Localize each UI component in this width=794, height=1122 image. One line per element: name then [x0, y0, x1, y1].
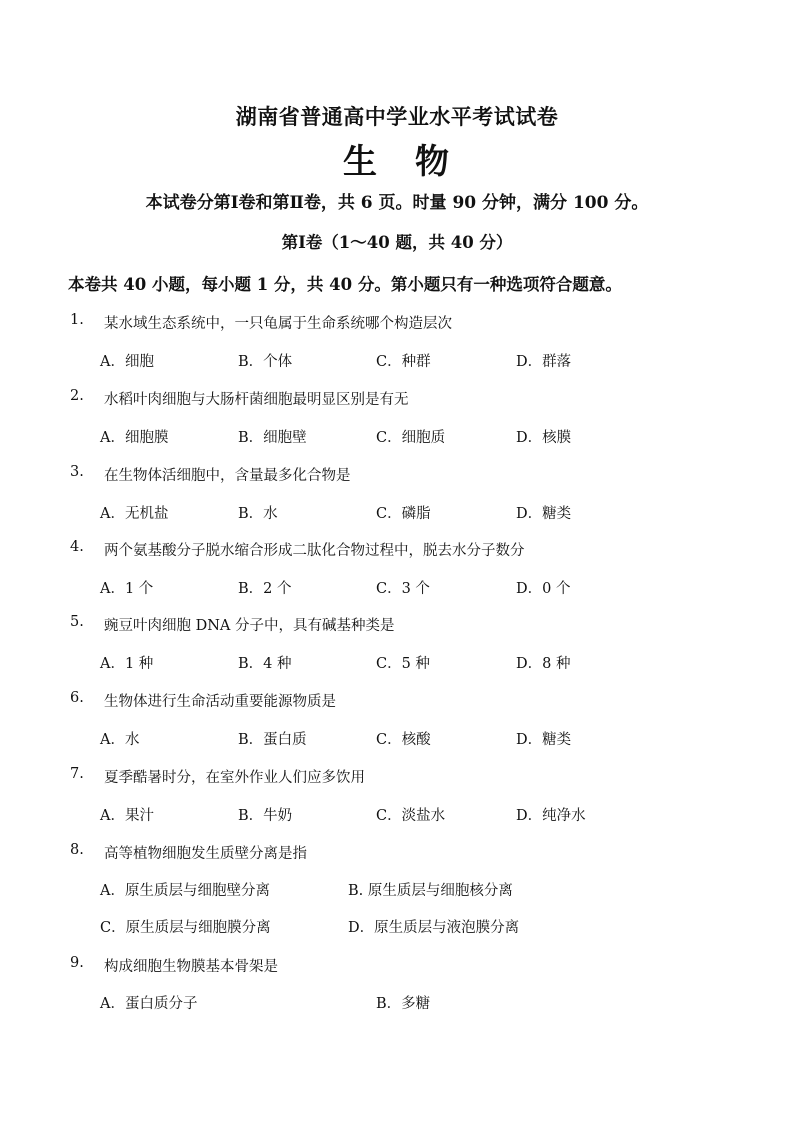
- option-b: B．多糖: [376, 996, 431, 1012]
- option-d: D．原生质层与液泡膜分离: [348, 920, 520, 936]
- option-c: C．淡盐水: [376, 808, 446, 824]
- option-a: A．水: [100, 732, 140, 748]
- option-a: A．细胞: [100, 354, 154, 370]
- question-text: 在生物体活细胞中，含量最多化合物是: [104, 468, 351, 484]
- option-a: A．无机盐: [100, 506, 169, 522]
- question-number: 2.: [70, 388, 84, 404]
- question-number: 4.: [70, 539, 84, 555]
- option-a: A．果汁: [100, 808, 154, 824]
- question-text: 豌豆叶肉细胞 DNA 分子中，具有碱基种类是: [104, 618, 395, 634]
- question-text: 构成细胞生物膜基本骨架是: [104, 959, 278, 975]
- exam-intro: 本试卷分第Ⅰ卷和第Ⅱ卷，共 6 页。时量 90 分钟，满分 100 分。: [145, 193, 649, 213]
- option-b: B. 原生质层与细胞核分离: [348, 883, 513, 899]
- question-text: 两个氨基酸分子脱水缩合形成二肽化合物过程中，脱去水分子数分: [104, 543, 525, 559]
- option-a: A．蛋白质分子: [100, 996, 198, 1012]
- part-instructions: 本卷共 40 小题，每小题 1 分，共 40 分。第小题只有一种选项符合题意。: [68, 275, 622, 294]
- question-text: 生物体进行生命活动重要能源物质是: [104, 694, 336, 710]
- option-a: A．原生质层与细胞壁分离: [100, 883, 270, 899]
- option-b: B．4 种: [238, 656, 292, 672]
- option-b: B．2 个: [238, 581, 292, 597]
- question-text: 水稻叶肉细胞与大肠杆菌细胞最明显区别是有无: [104, 392, 409, 408]
- question-number: 8.: [70, 842, 84, 858]
- option-b: B．水: [238, 506, 278, 522]
- option-c: C．3 个: [376, 581, 430, 597]
- option-b: B．牛奶: [238, 808, 293, 824]
- question-number: 7.: [70, 766, 84, 782]
- question-number: 6.: [70, 690, 84, 706]
- option-b: B．个体: [238, 354, 293, 370]
- question-text: 夏季酷暑时分，在室外作业人们应多饮用: [104, 770, 365, 786]
- part-heading: 第Ⅰ卷（1～40 题，共 40 分）: [281, 233, 513, 252]
- option-d: D．核膜: [516, 430, 572, 446]
- option-a: A．1 个: [100, 581, 154, 597]
- option-d: D．糖类: [516, 732, 572, 748]
- question-number: 9.: [70, 955, 84, 971]
- option-a: A．1 种: [100, 656, 154, 672]
- question-number: 1.: [70, 312, 84, 328]
- option-c: C．原生质层与细胞膜分离: [100, 920, 271, 936]
- option-d: D．0 个: [516, 581, 571, 597]
- option-d: D．8 种: [516, 656, 571, 672]
- option-a: A．细胞膜: [100, 430, 169, 446]
- option-d: D．糖类: [516, 506, 572, 522]
- option-c: C．核酸: [376, 732, 431, 748]
- option-d: D．群落: [516, 354, 572, 370]
- question-number: 5.: [70, 614, 84, 630]
- option-c: C．种群: [376, 354, 431, 370]
- option-c: C．细胞质: [376, 430, 446, 446]
- question-text: 某水域生态系统中，一只龟属于生命系统哪个构造层次: [104, 316, 452, 332]
- question-number: 3.: [70, 464, 84, 480]
- option-d: D．纯净水: [516, 808, 586, 824]
- option-c: C．磷脂: [376, 506, 431, 522]
- exam-subject: 生 物: [343, 142, 451, 182]
- option-c: C．5 种: [376, 656, 430, 672]
- option-b: B．细胞壁: [238, 430, 307, 446]
- exam-title: 湖南省普通高中学业水平考试试卷: [235, 104, 559, 129]
- question-text: 高等植物细胞发生质壁分离是指: [104, 846, 307, 862]
- option-b: B．蛋白质: [238, 732, 307, 748]
